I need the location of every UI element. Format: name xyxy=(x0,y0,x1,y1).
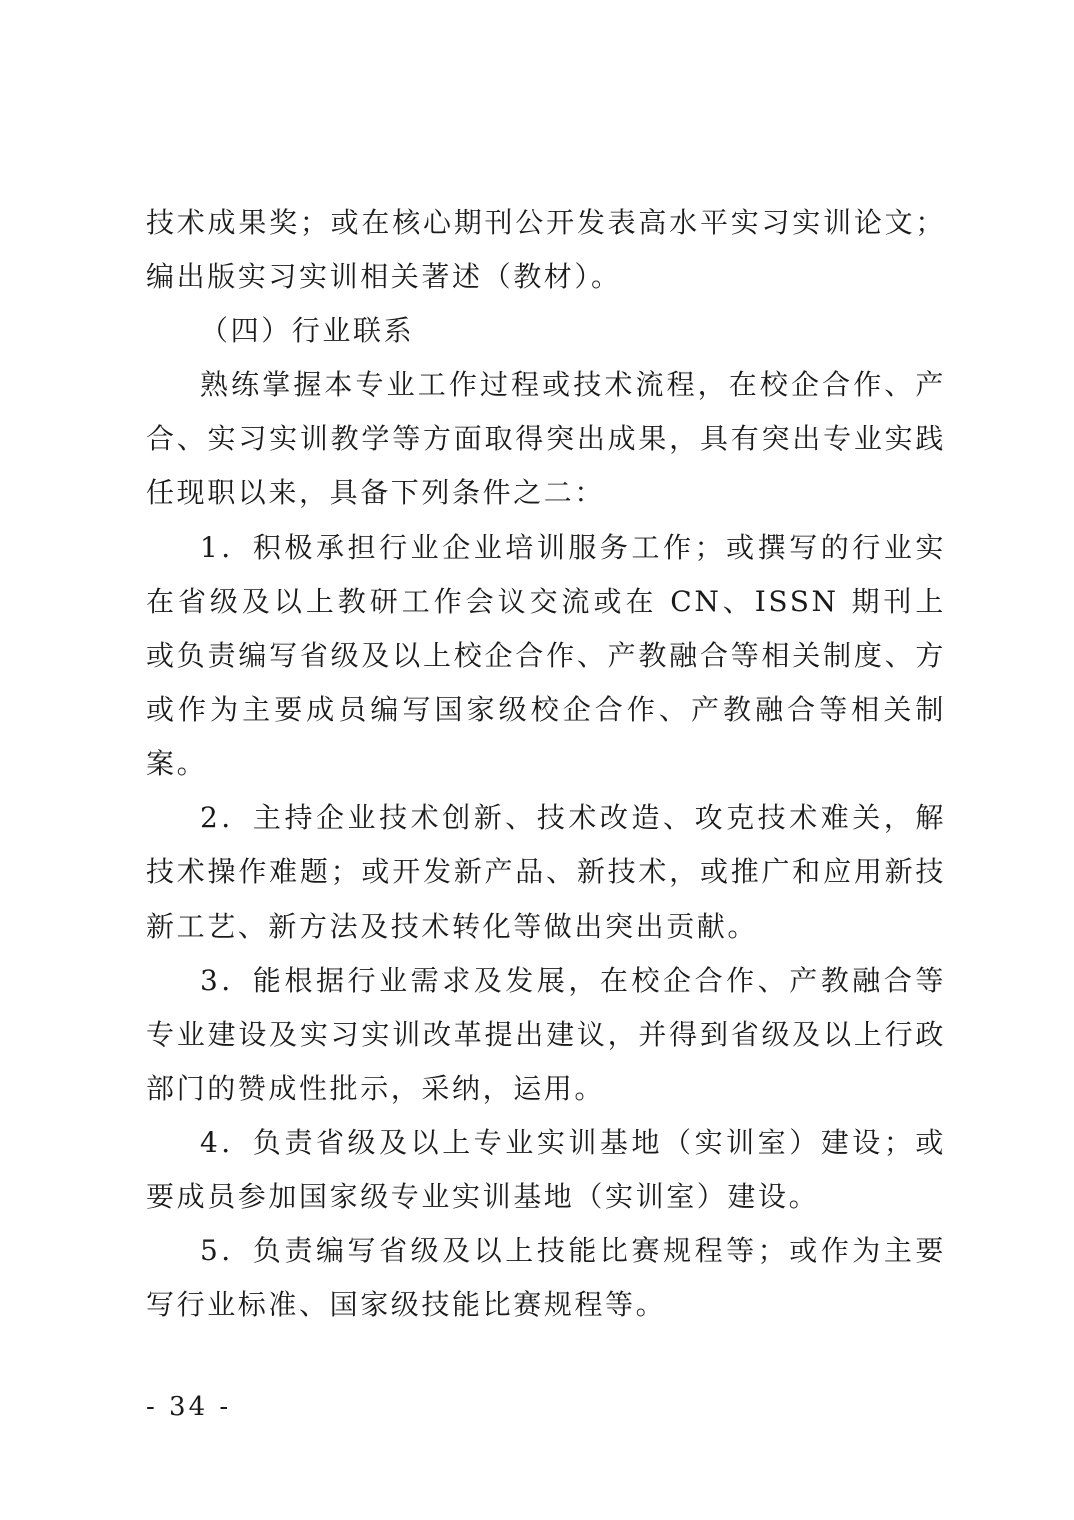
text-line: 部门的赞成性批示，采纳，运用。 xyxy=(146,1072,606,1105)
text-line: 新工艺、新方法及技术转化等做出突出贡献。 xyxy=(146,910,759,943)
text-line: 技术成果奖；或在核心期刊公开发表高水平实习实训论文； xyxy=(146,206,946,239)
list-item-3-first-line: 3．能根据行业需求及发展，在校企合作、产教融合等 xyxy=(200,964,946,997)
text-line: 技术操作难题；或开发新产品、新技术，或推广和应用新技 xyxy=(146,855,946,888)
text-line: 在省级及以上教研工作会议交流或在 CN、ISSN 期刊上 xyxy=(146,585,946,618)
page-number: - 34 - xyxy=(146,1392,232,1422)
text-line: 写行业标准、国家级技能比赛规程等。 xyxy=(146,1288,667,1321)
list-item-2-first-line: 2．主持企业技术创新、技术改造、攻克技术难关，解 xyxy=(200,801,946,834)
text-line: 案。 xyxy=(146,747,208,780)
section-heading: （四）行业联系 xyxy=(200,314,415,347)
text-line: 合、实习实训教学等方面取得突出成果，具有突出专业实践 xyxy=(146,422,946,455)
text-line: 或负责编写省级及以上校企合作、产教融合等相关制度、方 xyxy=(146,639,946,672)
list-item-5-first-line: 5．负责编写省级及以上技能比赛规程等；或作为主要 xyxy=(200,1234,946,1267)
paragraph-first-line: 熟练掌握本专业工作过程或技术流程，在校企合作、产 xyxy=(200,368,946,401)
text-line: 或作为主要成员编写国家级校企合作、产教融合等相关制 xyxy=(146,693,946,726)
text-line: 任现职以来，具备下列条件之二： xyxy=(146,476,606,509)
text-line: 专业建设及实习实训改革提出建议，并得到省级及以上行政 xyxy=(146,1018,946,1051)
text-line: 编出版实习实训相关著述（教材）。 xyxy=(146,260,622,293)
list-item-1-first-line: 1．积极承担行业企业培训服务工作；或撰写的行业实 xyxy=(200,531,946,564)
text-line: 要成员参加国家级专业实训基地（实训室）建设。 xyxy=(146,1180,820,1213)
list-item-4-first-line: 4．负责省级及以上专业实训基地（实训室）建设；或 xyxy=(200,1126,946,1159)
